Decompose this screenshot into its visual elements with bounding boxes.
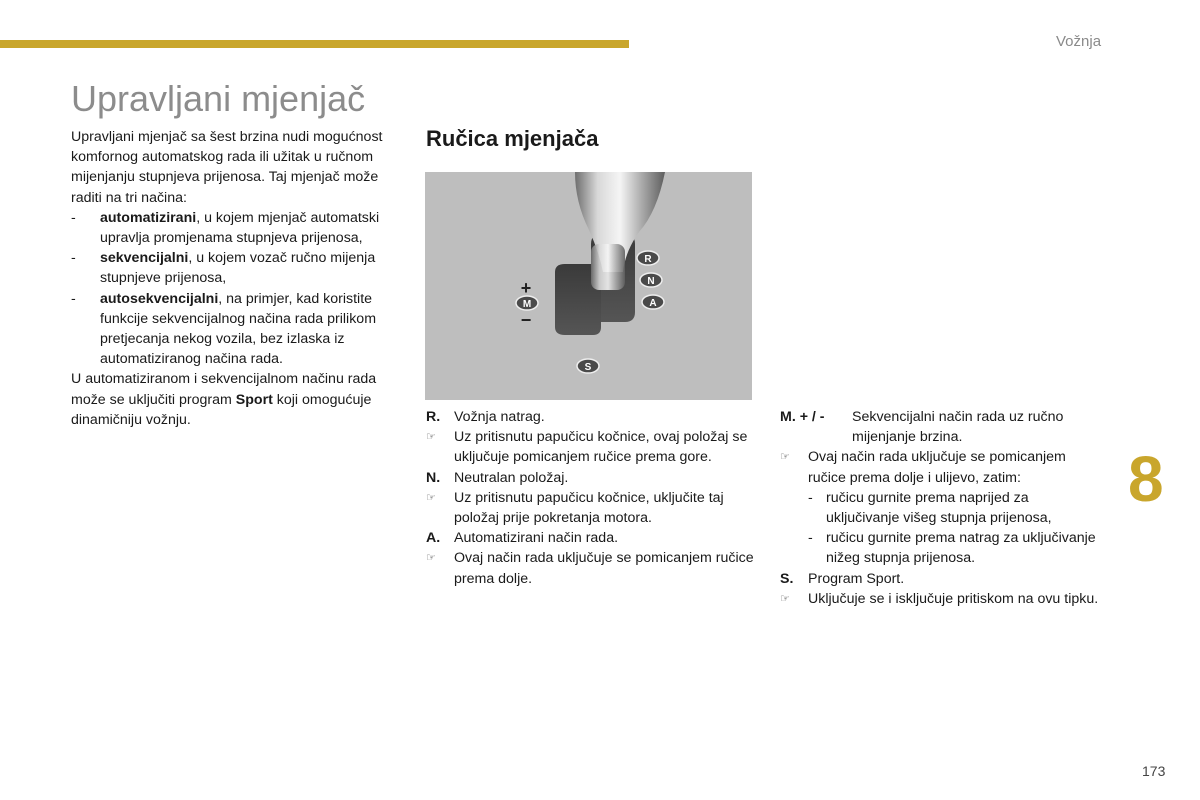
- position-badge-s: [577, 359, 599, 373]
- hand-pointer-icon: ☞: [780, 451, 790, 464]
- list-item: A. Automatizirani način rada.: [426, 530, 619, 547]
- position-badge-m: [516, 296, 538, 310]
- list-item: ☞ Uz pritisnutu papučicu kočnice, uključite taj položaj prije pokretanja motora.: [426, 488, 756, 528]
- plus-symbol: +: [520, 278, 532, 298]
- mode-term: sekvencijalni: [100, 250, 189, 267]
- list-item: M. + / - Sekvencijalni način rada uz ručno mijenjanje brzina.: [780, 409, 1064, 446]
- sport-paragraph: U automatiziranom i sekvencijalnom načinu rada može se uključiti program Sport koji omogućuje dinamičniju vožnju.: [71, 371, 377, 428]
- svg-text:S: S: [584, 362, 592, 373]
- section-heading: Ručica mjenjača: [426, 126, 599, 151]
- header-accent-bar: [0, 40, 629, 48]
- section-label: Vožnja: [1056, 33, 1102, 50]
- position-descriptions-right: [780, 407, 1100, 609]
- list-item: ☞ Ovaj način rada uključuje se pomicanjem ručice prema dolje i ulijevo, zatim:: [780, 447, 1100, 487]
- mode-list: [71, 208, 401, 370]
- page-number: 173: [1142, 763, 1166, 779]
- list-item: ☞ Uključuje se i isključuje pritiskom na ovu tipku.: [780, 589, 1100, 609]
- svg-text:M: M: [522, 299, 532, 310]
- list-item: S. Program Sport.: [780, 570, 905, 587]
- svg-text:R: R: [644, 254, 652, 265]
- list-item: - automatizirani, u kojem mjenjač automatski upravlja promjenama stupnjeva prijenosa,: [71, 209, 380, 247]
- page-title: Upravljani mjenjač: [71, 78, 366, 119]
- list-item: - autosekvencijalni, na primjer, kad koristite funkcije sekvencijalnog načina rada prilikom pretjecanja nekog vozila, bez izlaska iz automatiziranog načina rada.: [71, 290, 377, 368]
- list-item: - ručicu gurnite prema naprijed za uključivanje višeg stupnja prijenosa,: [808, 489, 1052, 527]
- intro-paragraph: Upravljani mjenjač sa šest brzina nudi mogućnost komfornog automatskog rada ili užitak u ručnom mijenjanju stupnjeva prijenosa. Taj mjenjač može raditi na tri načina:: [71, 129, 383, 206]
- gear-lever-illustration: [425, 172, 752, 400]
- list-item: R. Vožnja natrag.: [426, 409, 545, 425]
- position-badge-n: [640, 273, 662, 287]
- hand-pointer-icon: ☞: [426, 552, 436, 565]
- minus-symbol: −: [520, 310, 532, 330]
- list-item: N. Neutralan položaj.: [426, 469, 569, 486]
- intro-text: [71, 127, 401, 430]
- list-item: - sekvencijalni, u kojem vozač ručno mijenja stupnjeve prijenosa,: [71, 250, 376, 287]
- list-item: ☞ Ovaj način rada uključuje se pomicanjem ručice prema dolje.: [426, 548, 756, 588]
- mode-term: automatizirani: [100, 209, 197, 226]
- svg-text:A: A: [649, 298, 657, 309]
- position-badge-r: [637, 251, 659, 265]
- list-item: - ručicu gurnite prema natrag za uključivanje nižeg stupnja prijenosa.: [808, 530, 1096, 567]
- position-descriptions-left: [426, 407, 756, 589]
- hand-pointer-icon: ☞: [426, 491, 436, 504]
- svg-text:N: N: [647, 276, 655, 287]
- mode-term: autosekvencijalni: [100, 290, 219, 307]
- hand-pointer-icon: ☞: [780, 592, 790, 605]
- position-badge-a: [642, 295, 664, 309]
- list-item: ☞ Uz pritisnutu papučicu kočnice, ovaj položaj se uključuje pomicanjem ručice prema gore.: [426, 427, 756, 467]
- hand-pointer-icon: ☞: [426, 431, 436, 444]
- chapter-number: 8: [1128, 443, 1164, 515]
